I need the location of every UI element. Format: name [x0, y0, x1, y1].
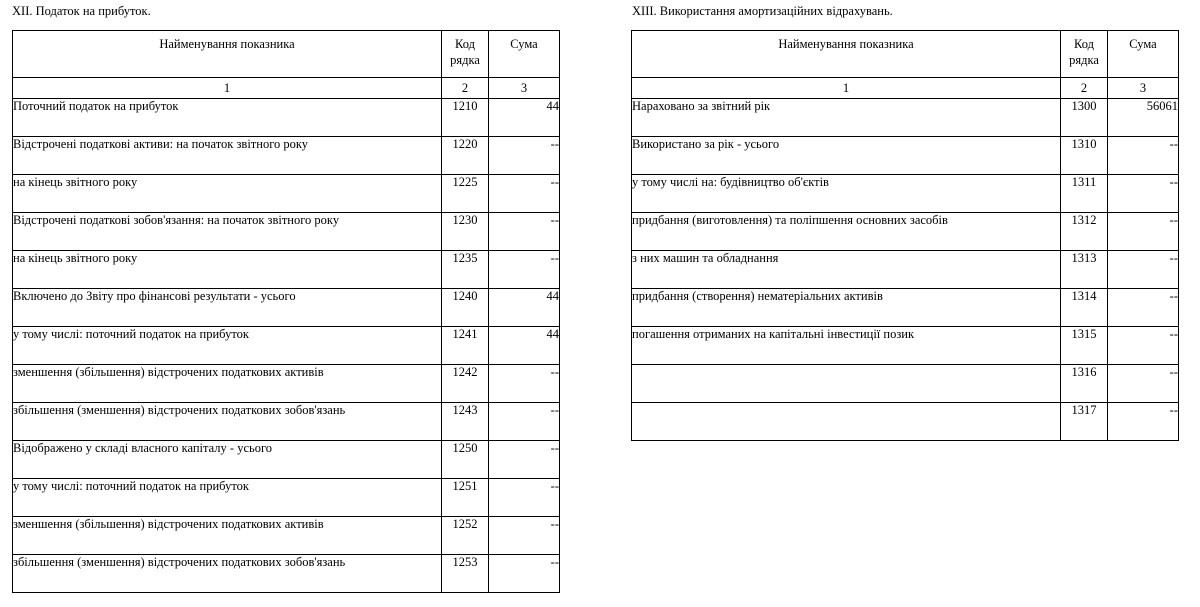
row-sum: -- [489, 555, 560, 593]
table-row [13, 555, 560, 593]
tax-section-title: XII. Податок на прибуток. [12, 4, 151, 18]
table-row [13, 365, 560, 403]
table-row [632, 365, 1179, 403]
row-name: у тому числі: поточний податок на прибуток [13, 479, 442, 517]
row-name: збільшення (зменшення) відстрочених податкових зобов'язань [13, 403, 442, 441]
row-name: зменшення (збільшення) відстрочених податкових активів [13, 517, 442, 555]
table-row [13, 289, 560, 327]
row-sum: 56061 [1108, 99, 1179, 137]
row-code: 1311 [1061, 175, 1108, 213]
income-tax-table [12, 30, 560, 593]
row-code: 1242 [442, 365, 489, 403]
header-row [13, 31, 560, 78]
row-name: у тому числі на: будівництво об'єктів [632, 175, 1061, 213]
column-number: 3 [489, 78, 560, 99]
row-name: з них машин та обладнання [632, 251, 1061, 289]
header-sum: Сума [489, 31, 560, 78]
row-name: Використано за рік - усього [632, 137, 1061, 175]
row-code: 1314 [1061, 289, 1108, 327]
header-name: Найменування показника [632, 31, 1061, 78]
row-sum: -- [1108, 251, 1179, 289]
row-code: 1243 [442, 403, 489, 441]
row-sum: -- [489, 137, 560, 175]
table-row [13, 251, 560, 289]
table-row [13, 441, 560, 479]
row-sum: 44 [489, 289, 560, 327]
row-code: 1253 [442, 555, 489, 593]
row-name: зменшення (збільшення) відстрочених податкових активів [13, 365, 442, 403]
table-row [632, 99, 1179, 137]
row-code: 1310 [1061, 137, 1108, 175]
amortization-section-title: XIII. Використання амортизаційних відрахувань. [632, 4, 893, 18]
row-code: 1300 [1061, 99, 1108, 137]
row-code: 1225 [442, 175, 489, 213]
row-sum: -- [1108, 403, 1179, 441]
row-code: 1235 [442, 251, 489, 289]
row-name: Відображено у складі власного капіталу - усього [13, 441, 442, 479]
table-row [13, 175, 560, 213]
table-row [632, 137, 1179, 175]
row-name: погашення отриманих на капітальні інвестиції позик [632, 327, 1061, 365]
column-number-row [13, 78, 560, 99]
table-row [13, 479, 560, 517]
row-name: Нараховано за звітний рік [632, 99, 1061, 137]
row-code: 1210 [442, 99, 489, 137]
row-code: 1312 [1061, 213, 1108, 251]
row-code: 1220 [442, 137, 489, 175]
row-name: на кінець звітного року [13, 175, 442, 213]
row-code: 1230 [442, 213, 489, 251]
row-name [632, 365, 1061, 403]
table-row [13, 327, 560, 365]
row-sum: 44 [489, 327, 560, 365]
row-sum: -- [489, 403, 560, 441]
header-row [632, 31, 1179, 78]
table-row [632, 327, 1179, 365]
column-number: 2 [1061, 78, 1108, 99]
row-name: на кінець звітного року [13, 251, 442, 289]
table-row [632, 213, 1179, 251]
row-sum: -- [1108, 137, 1179, 175]
row-sum: -- [1108, 327, 1179, 365]
row-name: Включено до Звіту про фінансові результати - усього [13, 289, 442, 327]
table-row [13, 213, 560, 251]
row-sum: -- [489, 479, 560, 517]
row-sum: -- [1108, 175, 1179, 213]
header-name: Найменування показника [13, 31, 442, 78]
row-sum: -- [489, 213, 560, 251]
row-code: 1241 [442, 327, 489, 365]
row-sum: -- [489, 251, 560, 289]
table-row [13, 517, 560, 555]
column-number: 2 [442, 78, 489, 99]
row-sum: -- [489, 517, 560, 555]
row-name: придбання (виготовлення) та поліпшення основних засобів [632, 213, 1061, 251]
row-name: Відстрочені податкові активи: на початок звітного року [13, 137, 442, 175]
row-sum: -- [1108, 289, 1179, 327]
row-code: 1251 [442, 479, 489, 517]
table-row [13, 403, 560, 441]
row-sum: -- [489, 365, 560, 403]
table-row [13, 99, 560, 137]
row-name: придбання (створення) нематеріальних активів [632, 289, 1061, 327]
row-sum: -- [489, 441, 560, 479]
row-sum: -- [1108, 213, 1179, 251]
row-code: 1315 [1061, 327, 1108, 365]
row-name: Відстрочені податкові зобов'язання: на початок звітного року [13, 213, 442, 251]
row-sum: 44 [489, 99, 560, 137]
row-code: 1252 [442, 517, 489, 555]
row-name: у тому числі: поточний податок на прибуток [13, 327, 442, 365]
row-sum: -- [1108, 365, 1179, 403]
table-row [632, 175, 1179, 213]
table-row [632, 251, 1179, 289]
row-code: 1316 [1061, 365, 1108, 403]
table-row [632, 403, 1179, 441]
row-code: 1240 [442, 289, 489, 327]
row-code: 1317 [1061, 403, 1108, 441]
column-number: 1 [13, 78, 442, 99]
row-code: 1250 [442, 441, 489, 479]
column-number: 3 [1108, 78, 1179, 99]
header-sum: Сума [1108, 31, 1179, 78]
header-code: Код рядка [1061, 31, 1108, 78]
header-code: Код рядка [442, 31, 489, 78]
table-row [632, 289, 1179, 327]
row-name: Поточний податок на прибуток [13, 99, 442, 137]
column-number-row [632, 78, 1179, 99]
row-sum: -- [489, 175, 560, 213]
row-name [632, 403, 1061, 441]
amortization-table [631, 30, 1179, 441]
row-code: 1313 [1061, 251, 1108, 289]
row-name: збільшення (зменшення) відстрочених податкових зобов'язань [13, 555, 442, 593]
table-row [13, 137, 560, 175]
column-number: 1 [632, 78, 1061, 99]
